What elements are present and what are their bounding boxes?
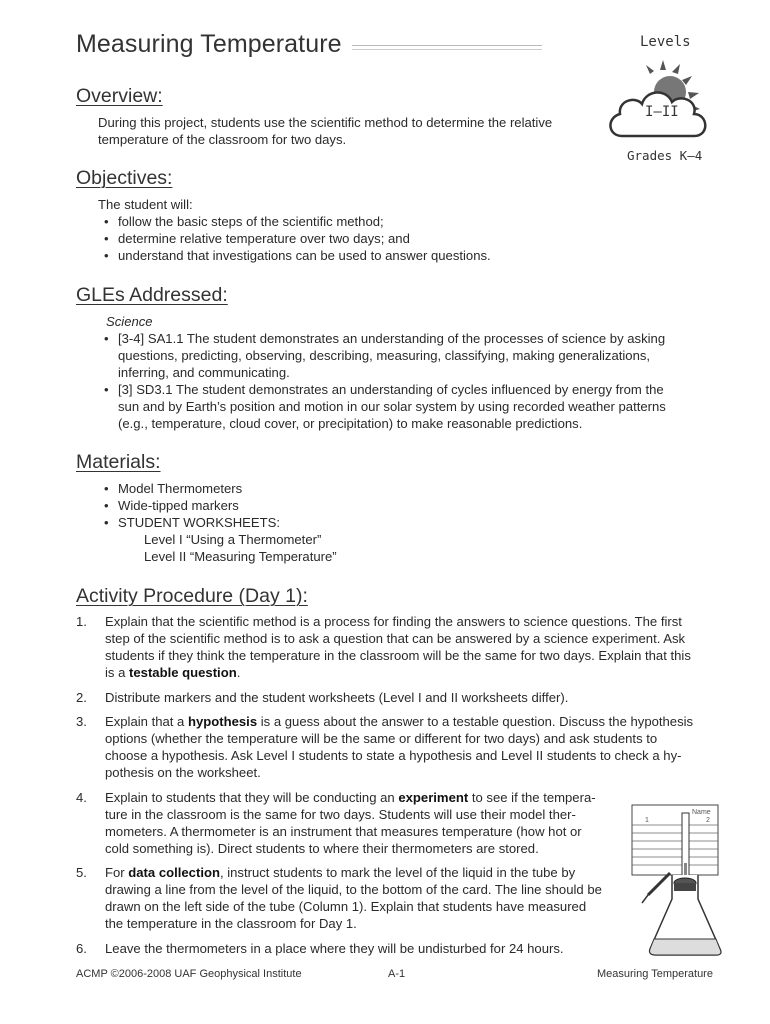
objectives-heading: Objectives:	[76, 167, 173, 189]
list-item	[103, 330, 666, 381]
gles-heading: GLEs Addressed:	[76, 284, 228, 306]
overview-heading: Overview:	[76, 85, 163, 107]
step-number: 4.	[76, 790, 87, 805]
procedure-step	[76, 689, 717, 706]
step-line: pothesis on the worksheet.	[105, 765, 261, 780]
step-number: 3.	[76, 714, 87, 729]
list-item: • follow the basic steps of the scientific method;	[103, 213, 491, 230]
grades-label: Grades K–4	[627, 148, 703, 163]
footer-left: ACMP ©2006-2008 UAF Geophysical Institute	[76, 968, 302, 980]
procedure-step	[76, 864, 622, 932]
step-line: For data collection, instruct students to mark the level of the liquid in the tube by	[105, 865, 576, 880]
gle-line: (e.g., temperature, cloud cover, or precipitation) to make reasonable predictions.	[118, 416, 583, 431]
footer-right: Measuring Temperature	[597, 968, 713, 980]
footer-page-number: A-1	[388, 968, 406, 980]
list-item: • Model Thermometers	[103, 480, 337, 497]
step-number: 5.	[76, 865, 87, 880]
list-item: Level I “Using a Thermometer”	[144, 532, 322, 547]
step-line: Explain that a hypothesis is a guess about the answer to a testable question. Discuss the hypothesis	[105, 714, 694, 729]
step-line: options (whether the temperature will be the same or different for two days) and ask students to	[105, 731, 658, 746]
procedure-step	[76, 713, 717, 781]
title-rule	[352, 45, 542, 50]
step-number: 1.	[76, 614, 87, 629]
step-line: step of the scientific method is to ask a question that can be answered by a science experiment. Ask	[105, 631, 686, 646]
step-line: ture in the classroom is the same for two days. Students will use their model ther-	[105, 807, 576, 822]
gle-line: sun and by Earth’s position and motion in our solar system by using recorded weather patterns	[118, 399, 666, 414]
materials-list	[103, 480, 337, 565]
gles-subject: Science	[106, 314, 153, 329]
procedure-step	[76, 940, 636, 957]
step-line: is a testable question.	[105, 665, 241, 680]
gle-line: • [3] SD3.1 The student demonstrates an understanding of cycles influenced by energy from the	[118, 382, 664, 397]
step-number: 2.	[76, 690, 87, 705]
step-line: drawn on the left side of the tube (Column 1). Explain that students have measured	[105, 899, 587, 914]
list-item: • determine relative temperature over two days; and	[103, 230, 491, 247]
card-column-1: 1	[645, 817, 649, 824]
step-line: Explain that the scientific method is a process for finding the answers to science questions. The first	[105, 614, 682, 629]
list-item	[103, 381, 666, 432]
step-line: students if they think the temperature in the classroom will be the same for two days. Explain that this	[105, 648, 691, 663]
levels-label: Levels	[640, 34, 691, 50]
step-line: choose a hypothesis. Ask Level I students to state a hypothesis and Level II students to check a hy-	[105, 748, 682, 763]
level-badge	[600, 30, 720, 180]
thermometer-flask-illustration	[630, 803, 725, 961]
step-line: drawing a line from the level of the liquid, to the bottom of the card. The line should be	[105, 882, 602, 897]
gle-line: • [3-4] SA1.1 The student demonstrates an understanding of the processes of science by asking	[118, 331, 666, 346]
procedure-step	[76, 789, 622, 857]
gle-line: questions, predicting, observing, describing, measuring, classifying, making generalizations,	[118, 348, 651, 363]
step-line: the temperature in the classroom for Day 1.	[105, 916, 357, 931]
step-line: Distribute markers and the student worksheets (Level I and II worksheets differ).	[105, 690, 569, 705]
list-item: • STUDENT WORKSHEETS:	[103, 514, 337, 531]
objectives-intro: The student will:	[98, 197, 193, 212]
card-name-label: Name	[692, 809, 711, 816]
step-line: Explain to students that they will be conducting an experiment to see if the tempera-	[105, 790, 596, 805]
step-line: mometers. A thermometer is an instrument that measures temperature (how hot or	[105, 824, 582, 839]
overview-text	[98, 114, 552, 148]
procedure-heading: Activity Procedure (Day 1):	[76, 585, 308, 607]
page-title: Measuring Temperature	[76, 30, 342, 58]
overview-line: temperature of the classroom for two days.	[98, 132, 347, 147]
step-line: cold something is). Direct students to where their thermometers are stored.	[105, 841, 539, 856]
overview-line: During this project, students use the scientific method to determine the relative	[98, 115, 553, 130]
step-number: 6.	[76, 941, 87, 956]
list-item: • understand that investigations can be used to answer questions.	[103, 247, 491, 264]
step-line: Leave the thermometers in a place where they will be undisturbed for 24 hours.	[105, 941, 564, 956]
gle-line: inferring, and communicating.	[118, 365, 290, 380]
objectives-list	[98, 196, 491, 264]
materials-heading: Materials:	[76, 451, 161, 473]
cloud-sun-icon	[600, 48, 720, 158]
card-column-2: 2	[706, 817, 710, 824]
list-item: Level II “Measuring Temperature”	[144, 549, 337, 564]
gles-list	[103, 313, 666, 432]
level-value: I–II	[645, 104, 679, 120]
procedure-step	[76, 613, 717, 681]
list-item: • Wide-tipped markers	[103, 497, 337, 514]
